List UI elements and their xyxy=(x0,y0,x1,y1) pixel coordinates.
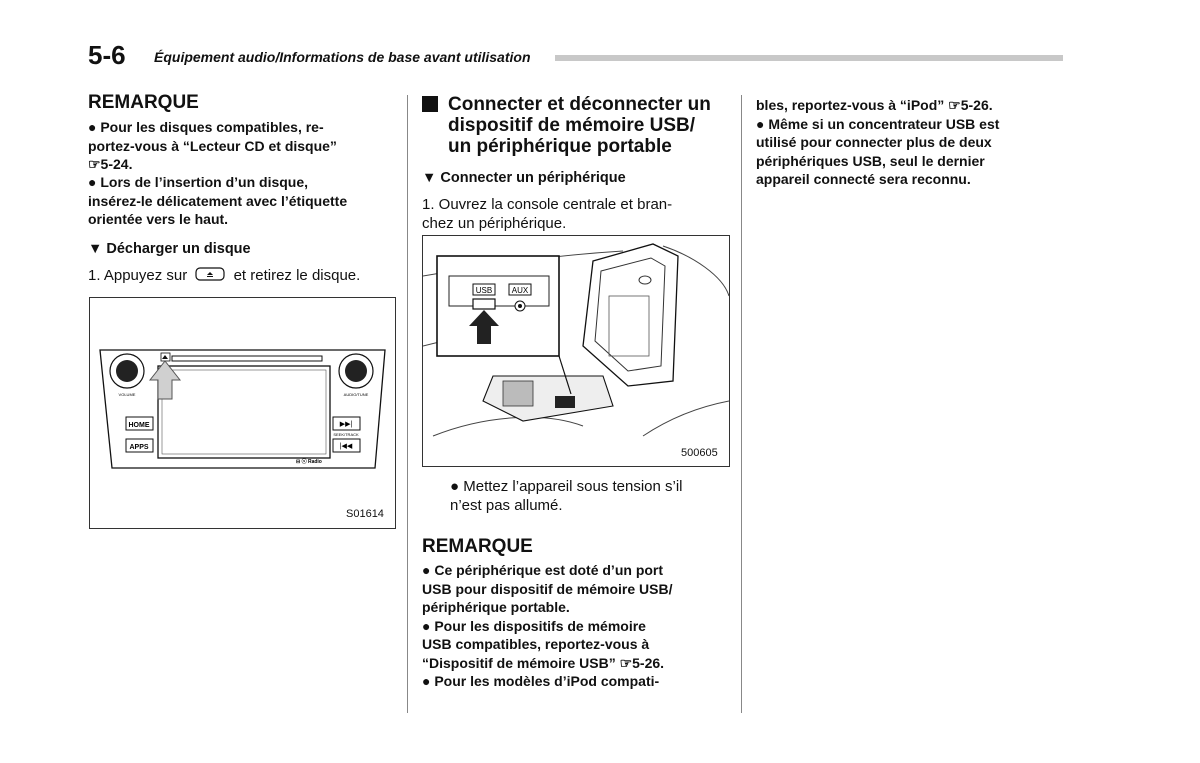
step-eject xyxy=(88,266,360,286)
remark-usb-line: ● Ce périphérique est doté d’un port xyxy=(422,562,664,578)
remark-continued xyxy=(756,96,1063,189)
page-header-title: Équipement audio/Informations de base avant utilisation xyxy=(154,49,531,65)
remark-2-line: ● Lors de l’insertion d’un disque, xyxy=(88,174,309,190)
remark-continued-text: bles, reportez-vous à “iPod” xyxy=(756,97,945,113)
remark-2-line: insérez-le délicatement avec l’étiquette xyxy=(88,192,348,209)
remark-1-line: portez-vous à “Lecteur CD et disque” xyxy=(88,137,337,154)
bullet-power-on xyxy=(450,477,729,515)
remark-heading-1: REMARQUE xyxy=(88,92,199,113)
apps-button-label: APPS xyxy=(129,444,149,451)
page-number: 5-6 xyxy=(88,40,126,70)
section-title-line: un périphérique portable xyxy=(448,136,672,157)
remark-usb-line xyxy=(422,654,729,673)
remark-continued-line xyxy=(756,96,1063,115)
remark-usb-line: périphérique portable. xyxy=(422,599,570,615)
page-ref: ☞5-26. xyxy=(948,97,993,113)
step-eject-text: 1. Appuyez sur xyxy=(88,267,188,284)
svg-text:AUDIO/TUNE: AUDIO/TUNE xyxy=(343,392,369,397)
step-connect-line: chez un périphérique. xyxy=(422,215,567,232)
usb-port-label: USB xyxy=(475,286,493,295)
remark-usb-line-text: “Dispositif de mémoire USB” xyxy=(422,654,616,671)
remark-usb xyxy=(422,561,729,691)
svg-text:|◀◀: |◀◀ xyxy=(339,443,353,450)
page-ref: ☞5-24. xyxy=(88,156,133,172)
remark-continued-line: ● Même si un concentrateur USB est xyxy=(756,115,1000,132)
remark-usb-line: USB pour dispositif de mémoire USB/ xyxy=(422,580,673,597)
figure-label-s01614: S01614 xyxy=(346,508,384,520)
bullet-power-on-line: ● Mettez l’appareil sous tension s’il xyxy=(450,478,683,495)
home-button-label: HOME xyxy=(128,422,150,429)
svg-text:▶▶|: ▶▶| xyxy=(339,421,353,428)
remark-usb-line: USB compatibles, reportez-vous à xyxy=(422,636,650,652)
remark-usb-line: ● Pour les dispositifs de mémoire xyxy=(422,617,646,634)
section-title-line: Connecter et déconnecter un xyxy=(448,94,711,115)
bullet-power-on-line: n’est pas allumé. xyxy=(450,497,563,514)
remark-1 xyxy=(88,118,395,174)
figure-usb-console xyxy=(422,235,730,467)
remark-2-line: orientée vers le haut. xyxy=(88,211,229,227)
step-eject-text-2: et retirez le disque. xyxy=(233,267,361,284)
page-ref: ☞5-26. xyxy=(619,654,665,671)
svg-text:SEEK/TRACK: SEEK/TRACK xyxy=(333,432,359,437)
eject-icon xyxy=(195,267,225,286)
remark-1-line: ● Pour les disques compatibles, re- xyxy=(88,119,324,135)
sub-heading-eject: ▼ Décharger un disque xyxy=(88,241,251,257)
remark-continued-line: appareil connecté sera reconnu. xyxy=(756,171,971,187)
header-rule xyxy=(555,55,1063,61)
section-bullet-square xyxy=(422,96,438,112)
section-title-usb xyxy=(448,94,738,157)
figure-audio-unit xyxy=(89,297,396,529)
remark-continued-line: périphériques USB, seul le dernier xyxy=(756,152,985,169)
audio-unit-illustration xyxy=(90,298,395,528)
section-title-line: dispositif de mémoire USB/ xyxy=(448,115,696,136)
column-divider-1 xyxy=(407,95,408,713)
column-divider-2 xyxy=(741,95,742,713)
remark-usb-line: ● Pour les modèles d’iPod compati- xyxy=(422,673,660,689)
remark-heading-2: REMARQUE xyxy=(422,536,533,557)
svg-text:⊟ ⓢ Radio: ⊟ ⓢ Radio xyxy=(296,459,322,465)
step-connect xyxy=(422,195,729,233)
remark-continued-line: utilisé pour connecter plus de deux xyxy=(756,134,992,150)
aux-port-label: AUX xyxy=(511,286,529,295)
remark-2 xyxy=(88,173,395,229)
figure-label-500605: 500605 xyxy=(681,447,718,459)
step-connect-line: 1. Ouvrez la console centrale et bran- xyxy=(422,196,673,213)
svg-text:VOLUME: VOLUME xyxy=(118,392,136,397)
sub-heading-connect: ▼ Connecter un périphérique xyxy=(422,170,626,186)
console-illustration xyxy=(423,236,729,466)
